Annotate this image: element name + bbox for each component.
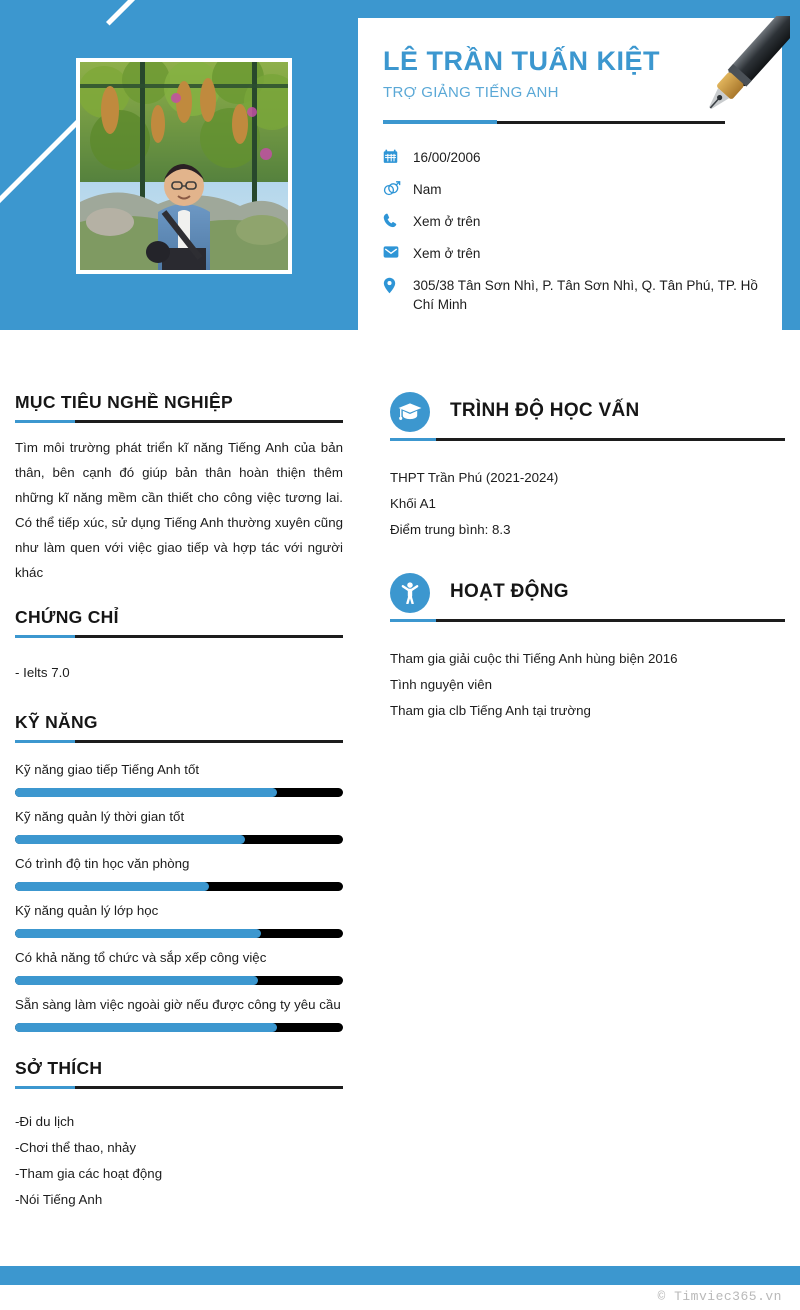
skill-bar-track — [15, 929, 343, 938]
skill-bar-fill — [15, 882, 209, 891]
skill-bar-track — [15, 788, 343, 797]
contact-row-birthday — [383, 148, 783, 167]
skill-bar-fill — [15, 835, 245, 844]
skill-item — [15, 759, 343, 797]
section-title: SỞ THÍCH — [15, 1058, 103, 1078]
list-item: Tham gia giải cuộc thi Tiếng Anh hùng biện 2016 — [390, 651, 678, 666]
section-title: CHỨNG CHỈ — [15, 607, 119, 627]
gender-icon — [383, 180, 413, 197]
fountain-pen-icon — [694, 16, 790, 128]
contact-row-address — [383, 276, 783, 314]
graduation-cap-icon — [390, 392, 430, 432]
skill-item — [15, 806, 343, 844]
list-item: Điểm trung bình: 8.3 — [390, 522, 511, 537]
section-rule — [15, 740, 343, 743]
skill-item — [15, 900, 343, 938]
job-title: TRỢ GIẢNG TIẾNG ANH — [383, 84, 559, 101]
objective-text: Tìm môi trường phát triển kĩ năng Tiếng Anh của bản thân, bên cạnh đó giúp bản thân hoàn thiện thêm những kĩ năng mềm cần thiết cho công việc tương lai. Có thể tiếp xúc, sử dụng Tiếng Anh thường xuyên cũng như làm quen với việc giao tiếp và hợp tác với người khác — [15, 440, 343, 580]
skill-bar-track — [15, 835, 343, 844]
contact-text: Xem ở trên — [413, 246, 481, 261]
skill-bar-fill — [15, 976, 258, 985]
contact-text: 305/38 Tân Sơn Nhì, P. Tân Sơn Nhì, Q. Tân Phú, TP. Hồ Chí Minh — [413, 278, 758, 312]
skill-bar-track — [15, 1023, 343, 1032]
contact-text: 16/00/2006 — [413, 150, 481, 165]
section-activities — [390, 573, 785, 724]
section-rule — [15, 420, 343, 423]
section-title: KỸ NĂNG — [15, 712, 98, 732]
section-header — [390, 392, 785, 436]
email-icon — [383, 244, 413, 259]
skill-label: Kỹ năng quản lý thời gian tốt — [15, 809, 185, 824]
list-item: Khối A1 — [390, 496, 436, 511]
avatar — [80, 62, 288, 270]
contact-row-phone — [383, 212, 783, 231]
skill-bar-track — [15, 882, 343, 891]
section-rule — [390, 619, 785, 622]
footer-copyright: © Timviec365.vn — [657, 1289, 782, 1304]
skill-item — [15, 947, 343, 985]
contact-list — [383, 148, 783, 327]
location-icon — [383, 276, 413, 294]
skill-label: Kỹ năng giao tiếp Tiếng Anh tốt — [15, 762, 200, 777]
skill-bar-fill — [15, 929, 261, 938]
section-rule — [15, 635, 343, 638]
header-rule-accent — [383, 120, 497, 124]
list-item: -Tham gia các hoạt động — [15, 1166, 163, 1181]
section-title: MỤC TIÊU NGHỀ NGHIỆP — [15, 392, 233, 412]
contact-text: Xem ở trên — [413, 214, 481, 229]
calendar-icon — [383, 148, 413, 164]
skill-label: Kỹ năng quản lý lớp học — [15, 903, 159, 918]
contact-text: Nam — [413, 182, 442, 197]
section-header — [390, 573, 785, 617]
section-hobbies — [15, 1058, 343, 1213]
skill-item — [15, 853, 343, 891]
contact-row-gender — [383, 180, 783, 199]
skill-bar-fill — [15, 788, 277, 797]
list-item: -Nói Tiếng Anh — [15, 1192, 103, 1207]
list-item: - Ielts 7.0 — [15, 665, 70, 680]
skill-label: Có trình độ tin học văn phòng — [15, 856, 190, 871]
section-rule — [390, 438, 785, 441]
list-item: -Chơi thể thao, nhảy — [15, 1140, 137, 1155]
skill-label: Sẵn sàng làm việc ngoài giờ nếu được công ty yêu cầu — [15, 997, 341, 1012]
list-item: Tình nguyện viên — [390, 677, 493, 692]
person-activity-icon — [390, 573, 430, 613]
section-certificates — [15, 607, 343, 686]
header — [0, 0, 800, 330]
skill-bar-fill — [15, 1023, 277, 1032]
section-rule — [15, 1086, 343, 1089]
contact-row-email — [383, 244, 783, 263]
candidate-name: LÊ TRẦN TUẤN KIỆT — [383, 46, 660, 76]
section-education — [390, 392, 785, 543]
list-item: THPT Trần Phú (2021-2024) — [390, 470, 559, 485]
list-item: Tham gia clb Tiếng Anh tại trường — [390, 703, 591, 718]
skill-bar-track — [15, 976, 343, 985]
phone-icon — [383, 212, 413, 228]
left-column — [15, 392, 343, 1235]
section-objective — [15, 392, 343, 585]
section-skills — [15, 712, 343, 1032]
list-item: -Đi du lịch — [15, 1114, 75, 1129]
right-column — [390, 392, 785, 750]
skill-label: Có khả năng tổ chức và sắp xếp công việc — [15, 950, 267, 965]
section-title: TRÌNH ĐỘ HỌC VẤN — [450, 400, 640, 421]
footer-accent-bar — [0, 1266, 800, 1285]
section-title: HOẠT ĐỘNG — [450, 581, 569, 602]
header-rule-dark — [497, 121, 725, 124]
skill-item — [15, 994, 343, 1032]
